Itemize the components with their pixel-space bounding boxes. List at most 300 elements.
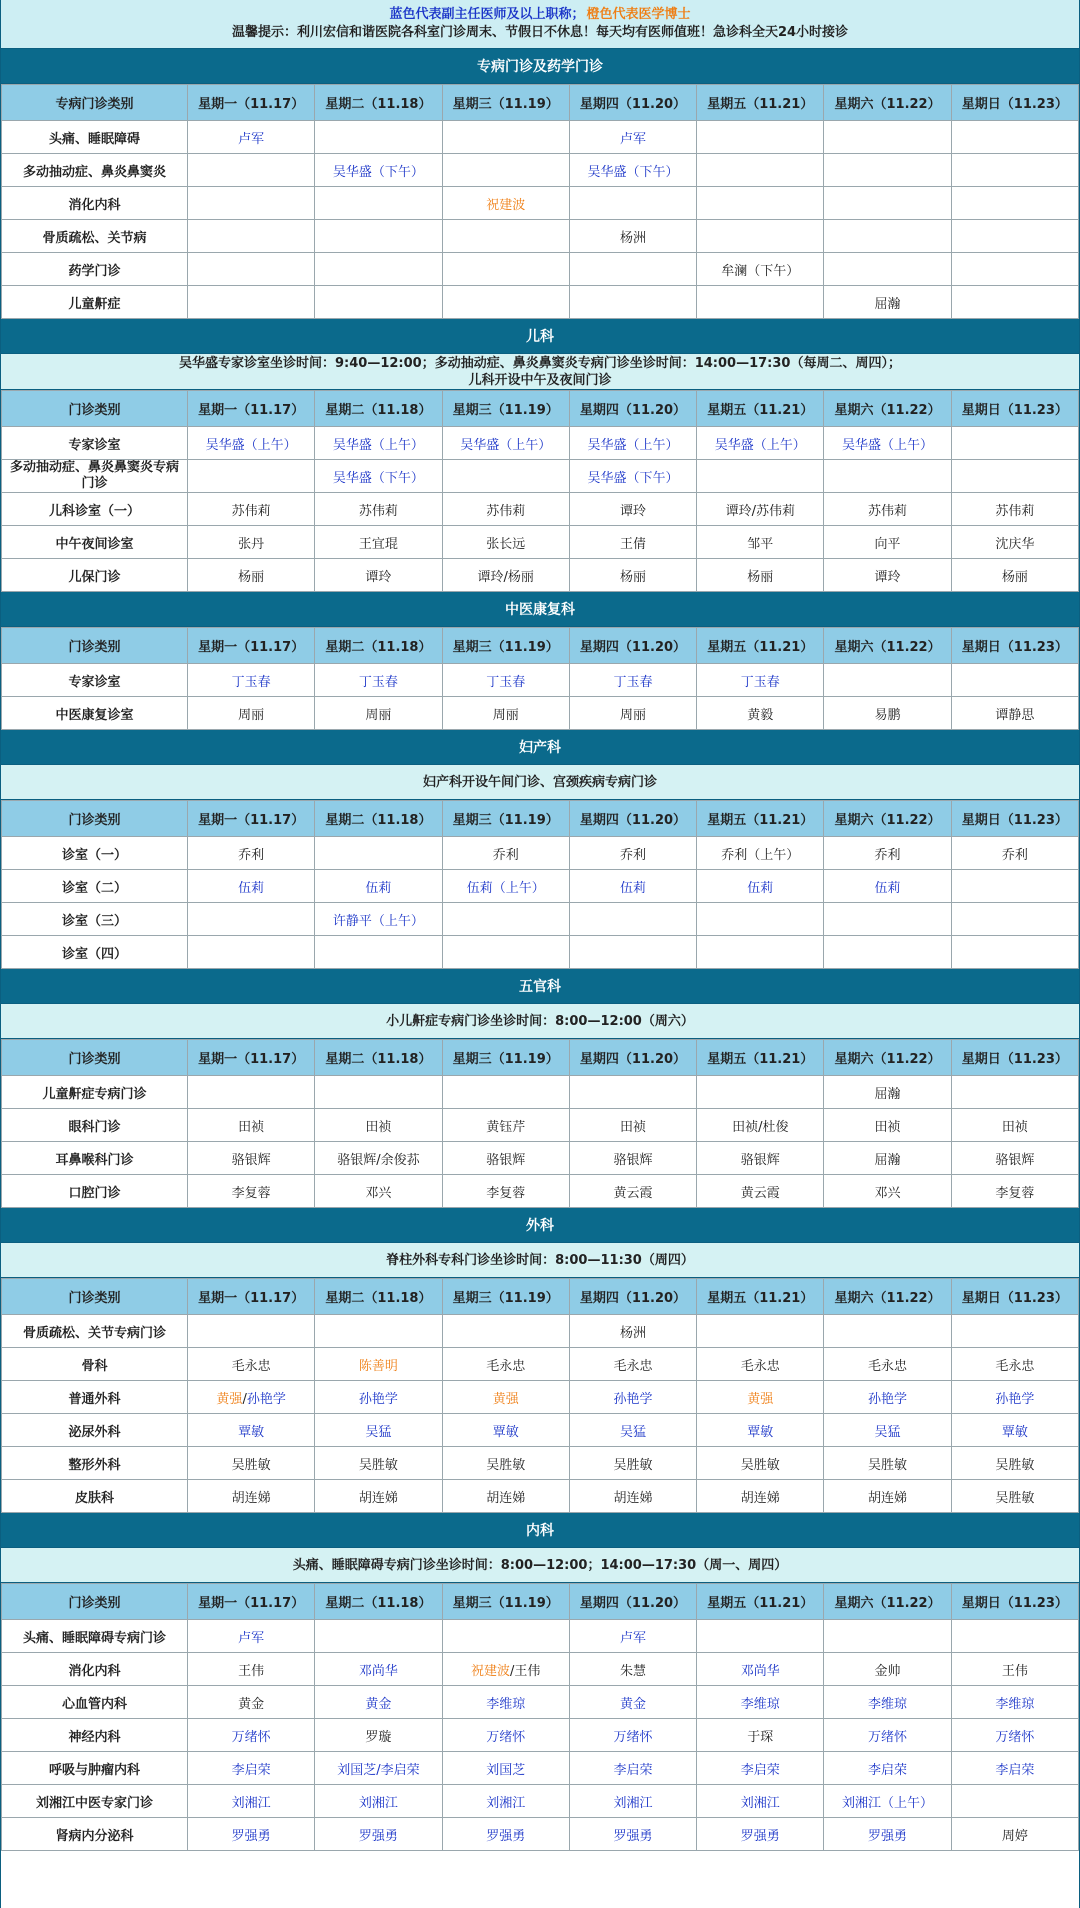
doctor-name: 吴胜敏 (868, 1457, 908, 1473)
doctor-cell (188, 697, 315, 730)
day-header: 星期二（11.18） (315, 1040, 442, 1076)
doctor-cell (824, 1076, 951, 1109)
row-category: 多动抽动症、鼻炎鼻窦炎 (2, 154, 188, 187)
doctor-cell (442, 1175, 569, 1208)
doctor-name: 黄毅 (747, 707, 774, 723)
section-note: 妇产科开设午间门诊、宫颈疾病专病门诊 (1, 765, 1079, 800)
doctor-cell (188, 220, 315, 253)
doctor-cell (569, 460, 696, 493)
doctor-name: 骆银辉 (740, 1152, 780, 1168)
doctor-name: 卢军 (619, 1630, 646, 1646)
doctor-name: 卢军 (238, 131, 265, 147)
doctor-cell (697, 460, 824, 493)
doctor-cell (569, 1785, 696, 1818)
row-category: 肾病内分泌科 (2, 1818, 188, 1851)
doctor-name: 伍莉 (619, 880, 646, 896)
doctor-name: 丁玉春 (740, 674, 780, 690)
doctor-cell (442, 1315, 569, 1348)
doctor-cell (824, 870, 951, 903)
doctor-cell (315, 121, 442, 154)
doctor-cell (697, 559, 824, 592)
doctor-cell (442, 1653, 569, 1686)
doctor-cell (569, 1620, 696, 1653)
day-header: 星期六（11.22） (824, 628, 951, 664)
doctor-cell (824, 187, 951, 220)
doctor-name: 李维琼 (995, 1696, 1035, 1712)
doctor-cell (442, 1719, 569, 1752)
doctor-name: 覃敏 (492, 1424, 519, 1440)
doctor-cell (951, 1142, 1078, 1175)
doctor-cell (442, 1752, 569, 1785)
day-header: 星期四（11.20） (569, 85, 696, 121)
doctor-cell (951, 526, 1078, 559)
doctor-name: 孙艳学 (246, 1391, 286, 1407)
day-header: 星期日（11.23） (951, 85, 1078, 121)
table-row (2, 1381, 1079, 1414)
doctor-cell (569, 870, 696, 903)
doctor-cell (315, 1620, 442, 1653)
doctor-cell (951, 1785, 1078, 1818)
doctor-cell (697, 427, 824, 460)
doctor-cell (697, 1175, 824, 1208)
doctor-cell (442, 936, 569, 969)
doctor-cell (188, 870, 315, 903)
doctor-name: 屈瀚 (874, 1086, 901, 1102)
doctor-cell (188, 286, 315, 319)
doctor-cell (188, 664, 315, 697)
day-header: 星期六（11.22） (824, 391, 951, 427)
doctor-name: 吴华盛（下午） (587, 164, 679, 180)
section-title: 内科 (1, 1513, 1079, 1548)
doctor-cell (824, 253, 951, 286)
doctor-cell (442, 1785, 569, 1818)
doctor-cell (951, 1315, 1078, 1348)
doctor-name: 吴华盛（下午） (587, 470, 679, 486)
doctor-name: 周丽 (492, 707, 519, 723)
row-category: 骨科 (2, 1348, 188, 1381)
day-header: 星期三（11.19） (442, 801, 569, 837)
doctor-cell (824, 1348, 951, 1381)
section-title: 妇产科 (1, 730, 1079, 765)
day-header: 星期四（11.20） (569, 801, 696, 837)
doctor-name: 刘湘江 (231, 1795, 271, 1811)
section-note: 头痛、睡眠障碍专病门诊坐诊时间：8:00—12:00；14:00—17:30（周一、周四） (1, 1548, 1079, 1583)
doctor-cell (569, 664, 696, 697)
doctor-cell (315, 1447, 442, 1480)
doctor-name: 黄金 (619, 1696, 646, 1712)
day-header: 星期一（11.17） (188, 1279, 315, 1315)
doctor-name: 周丽 (619, 707, 646, 723)
doctor-cell (697, 837, 824, 870)
doctor-name: 胡连娣 (868, 1490, 908, 1506)
row-category: 心血管内科 (2, 1686, 188, 1719)
doctor-cell (951, 427, 1078, 460)
doctor-cell (569, 121, 696, 154)
doctor-name: 谭玲 (874, 569, 901, 585)
doctor-cell (442, 154, 569, 187)
doctor-name: 杨丽 (747, 569, 774, 585)
doctor-cell (824, 427, 951, 460)
doctor-name: 李启荣 (868, 1762, 908, 1778)
doctor-cell (442, 526, 569, 559)
row-category: 中医康复诊室 (2, 697, 188, 730)
doctor-cell (951, 460, 1078, 493)
section-note: 吴华盛专家诊室坐诊时间：9:40—12:00；多动抽动症、鼻炎鼻窦炎专病门诊坐诊时间：14:00—17:30（每周二、周四）； 儿科开设中午及夜间门诊 (1, 354, 1079, 390)
doctor-name: 王伟 (1001, 1663, 1028, 1679)
day-header: 星期二（11.18） (315, 85, 442, 121)
doctor-cell (697, 1348, 824, 1381)
doctor-cell (569, 220, 696, 253)
doctor-cell (442, 559, 569, 592)
doctor-cell (951, 1076, 1078, 1109)
doctor-cell (569, 526, 696, 559)
doctor-cell (442, 427, 569, 460)
doctor-cell (697, 220, 824, 253)
table-row (2, 187, 1079, 220)
doctor-cell (697, 1381, 824, 1414)
doctor-name: 乔利 (492, 847, 519, 863)
row-category: 诊室（二） (2, 870, 188, 903)
doctor-cell (824, 1620, 951, 1653)
doctor-cell (315, 1752, 442, 1785)
table-row (2, 936, 1079, 969)
row-category: 诊室（三） (2, 903, 188, 936)
doctor-cell (188, 1175, 315, 1208)
doctor-cell (697, 1620, 824, 1653)
schedule-table (1, 1583, 1079, 1851)
table-header-row (2, 85, 1079, 121)
doctor-name: 苏伟莉 (231, 503, 271, 519)
doctor-cell (315, 460, 442, 493)
doctor-name: 吴华盛（上午） (587, 437, 679, 453)
doctor-cell (951, 187, 1078, 220)
doctor-name: 黄金 (365, 1696, 392, 1712)
row-category: 诊室（四） (2, 936, 188, 969)
doctor-name: 杨洲 (619, 230, 646, 246)
schedule-table (1, 1278, 1079, 1513)
table-row (2, 154, 1079, 187)
table-row (2, 253, 1079, 286)
doctor-cell (569, 1653, 696, 1686)
doctor-cell (315, 1414, 442, 1447)
doctor-cell (442, 1447, 569, 1480)
doctor-name: 谭玲/杨丽 (477, 569, 534, 585)
doctor-cell (442, 1142, 569, 1175)
doctor-cell (188, 559, 315, 592)
doctor-cell (951, 1447, 1078, 1480)
doctor-name: 卢军 (619, 131, 646, 147)
doctor-cell (951, 493, 1078, 526)
doctor-cell (697, 1785, 824, 1818)
doctor-cell (697, 903, 824, 936)
doctor-name: 卢军 (238, 1630, 265, 1646)
doctor-name: 罗璇 (365, 1729, 392, 1745)
day-header: 星期四（11.20） (569, 391, 696, 427)
doctor-name: 邓兴 (874, 1185, 901, 1201)
doctor-cell (569, 1752, 696, 1785)
doctor-name: 田祯 (619, 1119, 646, 1135)
doctor-name: 王倩 (619, 536, 646, 552)
table-header-row (2, 1584, 1079, 1620)
doctor-cell (951, 1381, 1078, 1414)
doctor-cell (697, 1752, 824, 1785)
doctor-cell (824, 1480, 951, 1513)
doctor-cell (315, 1818, 442, 1851)
day-header: 星期二（11.18） (315, 1584, 442, 1620)
doctor-cell (824, 154, 951, 187)
doctor-cell (315, 1076, 442, 1109)
doctor-cell (824, 1381, 951, 1414)
doctor-name: 丁玉春 (231, 674, 271, 690)
day-header: 星期一（11.17） (188, 801, 315, 837)
doctor-name: 吴胜敏 (995, 1457, 1035, 1473)
doctor-name: 刘湘江 (486, 1795, 526, 1811)
day-header: 星期一（11.17） (188, 1584, 315, 1620)
schedule-table (1, 84, 1079, 319)
table-row (2, 1414, 1079, 1447)
doctor-name: 谭玲/苏伟莉 (725, 503, 795, 519)
doctor-name: 吴华盛（上午） (714, 437, 806, 453)
table-row (2, 526, 1079, 559)
doctor-name: 吴华盛（下午） (332, 164, 424, 180)
doctor-cell (569, 837, 696, 870)
row-category: 头痛、睡眠障碍 (2, 121, 188, 154)
doctor-cell (697, 1414, 824, 1447)
doctor-name: 孙艳学 (358, 1391, 398, 1407)
day-header: 星期三（11.19） (442, 1584, 569, 1620)
doctor-cell (824, 1315, 951, 1348)
doctor-name: 罗强勇 (486, 1828, 526, 1844)
doctor-cell (188, 1381, 315, 1414)
table-row (2, 220, 1079, 253)
doctor-name: 吴胜敏 (486, 1457, 526, 1473)
doctor-name: 田祯 (1001, 1119, 1028, 1135)
doctor-cell (569, 286, 696, 319)
doctor-cell (824, 664, 951, 697)
doctor-cell (824, 286, 951, 319)
doctor-cell (442, 1686, 569, 1719)
doctor-cell (951, 154, 1078, 187)
doctor-name: 李启荣 (231, 1762, 271, 1778)
doctor-cell (951, 1348, 1078, 1381)
doctor-name: 刘湘江（上午） (842, 1795, 934, 1811)
doctor-cell (315, 1348, 442, 1381)
doctor-name: 于琛 (747, 1729, 774, 1745)
doctor-name: 吴胜敏 (740, 1457, 780, 1473)
doctor-name: 万绪怀 (868, 1729, 908, 1745)
doctor-cell (569, 1480, 696, 1513)
doctor-name: 周婷 (1001, 1828, 1028, 1844)
doctor-cell (315, 1686, 442, 1719)
row-category: 专家诊室 (2, 427, 188, 460)
doctor-cell (315, 253, 442, 286)
table-row (2, 460, 1079, 493)
table-row (2, 493, 1079, 526)
doctor-cell (697, 870, 824, 903)
section-title: 五官科 (1, 969, 1079, 1004)
day-header: 星期三（11.19） (442, 1279, 569, 1315)
doctor-cell (824, 903, 951, 936)
day-header: 星期四（11.20） (569, 1279, 696, 1315)
doctor-name: 苏伟莉 (358, 503, 398, 519)
doctor-name: 胡连娣 (231, 1490, 271, 1506)
doctor-cell (569, 427, 696, 460)
doctor-name: 毛永忠 (486, 1358, 526, 1374)
doctor-name: 吴华盛（上午） (842, 437, 934, 453)
doctor-name: 罗强勇 (358, 1828, 398, 1844)
table-row (2, 427, 1079, 460)
doctor-name: 伍莉 (874, 880, 901, 896)
doctor-cell (442, 493, 569, 526)
doctor-cell (442, 1818, 569, 1851)
doctor-cell (569, 154, 696, 187)
doctor-cell (315, 664, 442, 697)
table-row (2, 1818, 1079, 1851)
doctor-cell (315, 837, 442, 870)
doctor-cell (951, 903, 1078, 936)
row-category: 儿童鼾症 (2, 286, 188, 319)
doctor-cell (315, 1719, 442, 1752)
doctor-name: 李复蓉 (231, 1185, 271, 1201)
row-category: 神经内科 (2, 1719, 188, 1752)
doctor-name: 伍莉 (747, 880, 774, 896)
doctor-name: 祝建波 (486, 197, 526, 213)
doctor-name: 田祯/杜俊 (732, 1119, 789, 1135)
doctor-name: 黄强 (747, 1391, 774, 1407)
doctor-name: 邹平 (747, 536, 774, 552)
day-header: 星期一（11.17） (188, 628, 315, 664)
doctor-cell (188, 1686, 315, 1719)
doctor-cell (697, 697, 824, 730)
doctor-cell (824, 1785, 951, 1818)
doctor-name: 骆银辉 (231, 1152, 271, 1168)
doctor-cell (442, 903, 569, 936)
doctor-name: 吴华盛（上午） (460, 437, 552, 453)
doctor-cell (697, 154, 824, 187)
doctor-name: 谭玲 (365, 569, 392, 585)
day-header: 星期六（11.22） (824, 801, 951, 837)
doctor-cell (188, 427, 315, 460)
day-header: 星期二（11.18） (315, 628, 442, 664)
doctor-cell (442, 187, 569, 220)
doctor-cell (188, 493, 315, 526)
doctor-cell (697, 936, 824, 969)
doctor-cell (951, 559, 1078, 592)
column-header: 门诊类别 (2, 1279, 188, 1315)
schedule-sections (1, 49, 1079, 1851)
doctor-cell (697, 664, 824, 697)
schedule-table (1, 627, 1079, 730)
section-title: 外科 (1, 1208, 1079, 1243)
doctor-cell (188, 1752, 315, 1785)
doctor-name: 田祯 (874, 1119, 901, 1135)
table-row (2, 1785, 1079, 1818)
doctor-name: 向平 (874, 536, 901, 552)
row-category: 头痛、睡眠障碍专病门诊 (2, 1620, 188, 1653)
doctor-cell (442, 664, 569, 697)
doctor-cell (951, 1109, 1078, 1142)
row-category: 呼吸与肿瘤内科 (2, 1752, 188, 1785)
doctor-cell (569, 253, 696, 286)
doctor-cell (697, 1818, 824, 1851)
doctor-cell (442, 837, 569, 870)
doctor-cell (951, 1818, 1078, 1851)
doctor-cell (569, 1818, 696, 1851)
table-row (2, 1620, 1079, 1653)
table-row (2, 1076, 1079, 1109)
doctor-name: 骆银辉 (995, 1152, 1035, 1168)
doctor-cell (951, 253, 1078, 286)
doctor-cell (697, 1480, 824, 1513)
doctor-cell (315, 220, 442, 253)
doctor-cell (697, 493, 824, 526)
doctor-cell (188, 1818, 315, 1851)
row-category: 刘湘江中医专家门诊 (2, 1785, 188, 1818)
doctor-cell (569, 1719, 696, 1752)
doctor-name: 屈瀚 (874, 296, 901, 312)
doctor-name: 陈善明 (358, 1358, 398, 1374)
doctor-name: 金帅 (874, 1663, 901, 1679)
day-header: 星期六（11.22） (824, 85, 951, 121)
doctor-cell (188, 253, 315, 286)
doctor-cell (315, 526, 442, 559)
doctor-cell (697, 121, 824, 154)
doctor-cell (315, 1381, 442, 1414)
legend-blue-text: 蓝色代表副主任医师及以上职称； (389, 7, 585, 22)
column-header: 门诊类别 (2, 1584, 188, 1620)
doctor-cell (569, 559, 696, 592)
doctor-name: 吴猛 (365, 1424, 392, 1440)
doctor-cell (697, 253, 824, 286)
doctor-name: 吴猛 (874, 1424, 901, 1440)
doctor-cell (824, 559, 951, 592)
doctor-cell (188, 1719, 315, 1752)
day-header: 星期一（11.17） (188, 85, 315, 121)
doctor-cell (188, 837, 315, 870)
doctor-cell (824, 837, 951, 870)
doctor-cell (569, 1142, 696, 1175)
doctor-cell (188, 1447, 315, 1480)
doctor-name: 黄强 (216, 1391, 243, 1407)
doctor-name: 杨丽 (238, 569, 265, 585)
doctor-cell (569, 493, 696, 526)
doctor-name: 覃敏 (238, 1424, 265, 1440)
doctor-cell (569, 936, 696, 969)
schedule-table (1, 1039, 1079, 1208)
doctor-cell (951, 286, 1078, 319)
doctor-cell (951, 1719, 1078, 1752)
doctor-name: 李维琼 (868, 1696, 908, 1712)
section-title: 儿科 (1, 319, 1079, 354)
row-category: 骨质疏松、关节专病门诊 (2, 1315, 188, 1348)
row-category: 药学门诊 (2, 253, 188, 286)
day-header: 星期六（11.22） (824, 1279, 951, 1315)
day-header: 星期日（11.23） (951, 1279, 1078, 1315)
doctor-cell (442, 1348, 569, 1381)
doctor-name: 丁玉春 (486, 674, 526, 690)
doctor-name: 杨丽 (1001, 569, 1028, 585)
row-category: 消化内科 (2, 1653, 188, 1686)
table-row (2, 1653, 1079, 1686)
doctor-name: 罗强勇 (740, 1828, 780, 1844)
doctor-cell (824, 936, 951, 969)
row-category: 专家诊室 (2, 664, 188, 697)
row-category: 中午夜间诊室 (2, 526, 188, 559)
table-row (2, 1480, 1079, 1513)
day-header: 星期五（11.21） (697, 85, 824, 121)
schedule-table (1, 800, 1079, 969)
doctor-name: 万绪怀 (231, 1729, 271, 1745)
